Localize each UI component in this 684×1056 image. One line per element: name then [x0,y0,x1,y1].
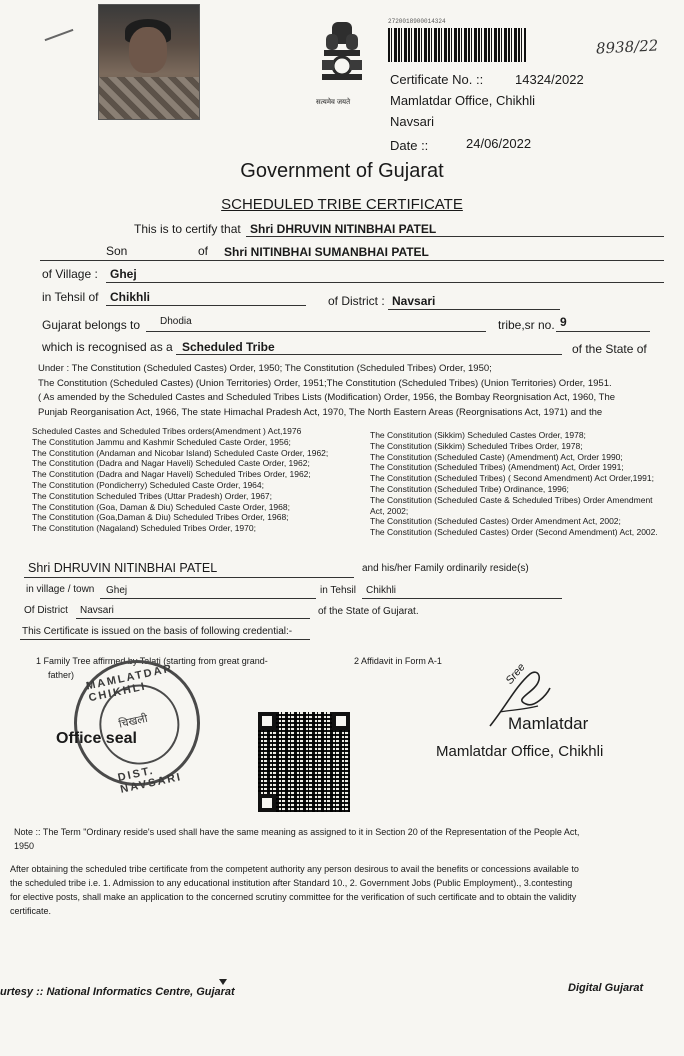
orders-right-list [370,430,670,538]
order-item: The Constitution (Sikkim) Scheduled Tribes Order, 1978; [370,440,583,451]
recognised-label: which is recognised as a [42,340,173,354]
government-title: Government of Gujarat [240,160,444,182]
order-item: The Constitution (Sikkim) Scheduled Castes Order, 1978; [370,430,586,440]
certificate-no: 14324/2022 [515,72,584,87]
district: Navsari [392,294,436,308]
order-item: The Constitution (Scheduled Tribe) Ordinance, 1996; [370,483,569,494]
order-item: Act, 2002; [370,505,409,516]
order-item: The Constitution (Scheduled Caste) (Amendment) Act, Order 1990; [370,451,623,462]
order-item: The Constitution (Scheduled Castes) Order Amendment Act, 2002; [370,516,621,527]
of-label: of [198,244,209,258]
credential-item-2: 2 Affidavit in Form A-1 [354,656,442,666]
village-label: of Village : [42,267,98,281]
validity-paragraph: After obtaining the scheduled tribe certificate from the competent authority any person desirous to avail the benefits or concessions available to the scheduled tribe i.e. 1. Admission to any educational institution after Standard 10., 2. Government Jobs (Public Employment)., 3.contesting for elective posts, shall make an application to the concerned scrutiny committee for the verification of such certificate and to obtain the validity certificate. [10,864,579,916]
credential-item-1: 1 Family Tree affirmed by Talati (starting from great grand- [36,656,268,666]
barcode [388,28,526,62]
digital-gujarat-label: Digital Gujarat [568,982,644,994]
district-label: of District : [328,294,385,308]
barcode-caption: 2720018900014324 [388,18,446,25]
signatory-title: Mamlatdar [508,714,589,733]
residence-district-label: Of District [24,605,68,616]
order-item: The Constitution (Scheduled Tribes) ( Second Amendment) Act Order,1991; [370,473,654,484]
recognised-as: Scheduled Tribe [182,340,275,354]
office-name: Mamlatdar Office, Chikhli [390,93,535,108]
residence-state-label: of the State of Gujarat. [318,606,419,617]
office-seal-stamp: MAMLATDAR CHIKHLI चिखली DIST. NAVSARI [62,648,211,797]
order-item: The Constitution (Scheduled Tribes) (Amendment) Act, Order 1991; [370,462,624,473]
under-text: Under : The Constitution (Scheduled Castes) Order, 1950; The Constitution (Scheduled Tribes) Order, 1950; The Constitution (Scheduled Castes) (Union Territories) Order, 1951;The Constitution (Scheduled Tribes) (Union Territories) Order, 1951. ( As amended by the Scheduled Castes and Scheduled Tribes Lists (Modification) Order, 1956, the Bombay Reorgnisation Act, 1960, The Punjab Reorganisation Act, 1966, The state Himachal Pradesh Act, 1970, The North Eastern Areas (Reorgnisations Act, 1971) and the [38,363,616,418]
certificate-no-label: Certificate No. :: [390,72,484,87]
belongs-label: Gujarat belongs to [42,318,141,332]
office-district: Navsari [390,114,435,129]
credential-item-1b: father) [48,670,75,680]
date-label: Date :: [390,138,429,153]
emblem-caption: सत्यमेव जयते [316,99,351,106]
order-item: The Constitution (Scheduled Castes) Order (Second Amendment) Act, 2002. [370,527,658,538]
order-item: The Constitution (Dadra and Nagar Haveli) Scheduled Tribes Order, 1962; [32,469,311,480]
order-item: The Constitution Jammu and Kashmir Scheduled Caste Order, 1956; [32,436,291,447]
order-item: The Constitution (Dadra and Nagar Haveli) Scheduled Caste Order, 1962; [32,458,310,469]
signatory-office: Mamlatdar Office, Chikhli [436,743,604,760]
applicant-name: Shri DHRUVIN NITINBHAI PATEL [250,222,437,236]
tehsil-label: in Tehsil of [42,290,99,304]
signature-text: Sree [503,661,528,687]
village: Ghej [110,267,137,281]
certificate-title: SCHEDULED TRIBE CERTIFICATE [221,196,463,213]
order-item: Scheduled Castes and Scheduled Tribes orders(Amendment ) Act,1976 [32,426,302,436]
tehsil: Chikhli [110,290,151,304]
certify-label: This is to certify that [134,222,241,236]
credentials-heading: This Certificate is issued on the basis of following credential:- [22,626,293,637]
tribe-name: Dhodia [160,316,192,327]
residence-village-label: in village / town [26,584,95,595]
residence-tehsil: Chikhli [366,585,397,596]
issue-date: 24/06/2022 [466,136,532,151]
order-item: The Constitution (Scheduled Caste & Scheduled Tribes) Order Amendment [370,494,653,505]
residence-tehsil-label: in Tehsil [320,585,356,596]
state-label: of the State of [572,342,647,356]
applicant-photo [98,4,200,120]
pen-mark [45,29,74,41]
father-name: Shri NITINBHAI SUMANBHAI PATEL [224,245,429,259]
order-item: The Constitution Scheduled Tribes (Uttar Pradesh) Order, 1967; [32,490,273,501]
note-text: Note :: The Term "Ordinary reside's used shall have the same meaning as assigned to it in Section 20 of the Representation of the People Act, 1950 [14,827,580,851]
relation: Son [106,244,128,258]
qr-code [258,712,350,812]
reside-label: and his/her Family ordinarily reside(s) [362,563,529,574]
order-item: The Constitution (Andaman and Nicobar Island) Scheduled Caste Order, 1962; [32,447,329,458]
orders-left-list [32,426,362,540]
order-item: The Constitution (Nagaland) Scheduled Tribes Order, 1970; [32,523,256,534]
arrow-icon [219,979,227,985]
office-seal-label: Office seal [56,730,137,747]
tribe-sr-no: 9 [560,315,567,329]
national-emblem-icon [318,16,366,94]
residence-village: Ghej [106,585,128,596]
order-item: The Constitution (Goa,Daman & Diu) Scheduled Tribes Order, 1968; [32,512,289,523]
residence-district: Navsari [80,605,114,616]
handwritten-number: 8938/22 [595,36,659,58]
courtesy-text: urtesy :: National Informatics Centre, Gujarat [0,986,235,998]
resident-name: Shri DHRUVIN NITINBHAI PATEL [28,561,218,575]
order-item: The Constitution (Pondicherry) Scheduled Caste Order, 1964; [32,479,264,490]
tribe-sr-label: tribe,sr no. [498,318,555,332]
order-item: The Constitution (Goa, Daman & Diu) Scheduled Caste Order, 1968; [32,501,290,512]
